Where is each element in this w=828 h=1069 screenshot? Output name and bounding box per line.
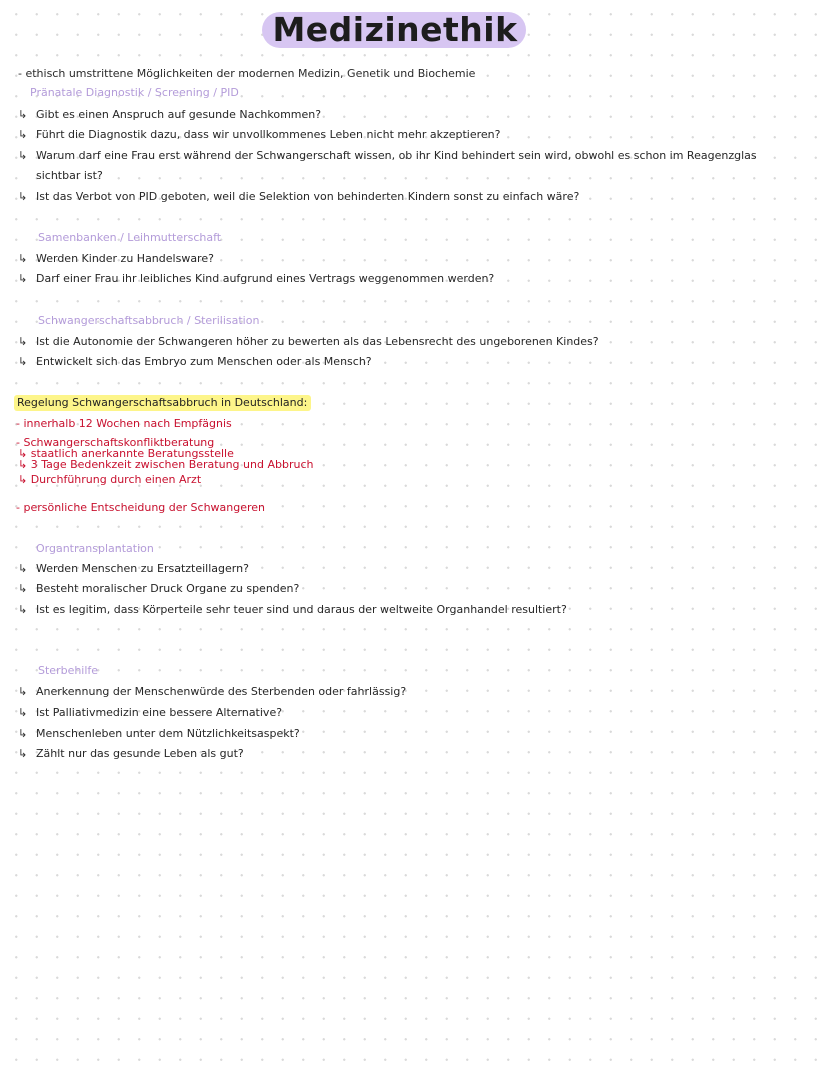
arrow-icon: ↳ <box>18 190 28 203</box>
list-item-text: Warum darf eine Frau erst während der Schwangerschaft wissen, ob ihr Kind behindert sein wird, obwohl es schon im Reagenzglas <box>36 149 757 162</box>
arrow-icon: ↳ <box>18 108 28 121</box>
list-item-text: Führt die Diagnostik dazu, dass wir unvollkommenes Leben nicht mehr akzeptieren? <box>36 128 501 141</box>
arrow-icon: ↳ <box>18 582 28 595</box>
list-item <box>18 727 300 741</box>
list-item <box>18 685 406 699</box>
section-heading-sterbehilfe: Sterbehilfe <box>38 664 99 677</box>
title-block <box>262 8 528 48</box>
list-item-text: Ist es legitim, dass Körperteile sehr teuer sind und daraus der weltweite Organhandel resultiert? <box>36 603 567 616</box>
arrow-icon: ↳ <box>18 706 28 719</box>
section-heading-praenatal: Pränatale Diagnostik / Screening / PID <box>30 86 239 99</box>
regelung-highlight: Regelung Schwangerschaftsabbruch in Deutschland: <box>14 395 311 411</box>
arrow-icon: ↳ <box>18 335 28 348</box>
page-title: Medizinethik <box>272 10 518 49</box>
regelung-sub-3: ↳ Durchführung durch einen Arzt <box>18 473 202 486</box>
arrow-icon: ↳ <box>18 727 28 740</box>
arrow-icon: ↳ <box>18 685 28 698</box>
arrow-icon: ↳ <box>18 272 28 285</box>
list-item <box>18 128 501 142</box>
list-item <box>18 149 757 163</box>
list-item-text: Ist die Autonomie der Schwangeren höher zu bewerten als das Lebensrecht des ungeborenen Kindes? <box>36 335 599 348</box>
regelung-sub-2: ↳ 3 Tage Bedenkzeit zwischen Beratung und Abbruch <box>18 458 314 471</box>
list-item <box>18 706 282 720</box>
section-heading-samenbanken: Samenbanken / Leihmutterschaft <box>38 231 222 244</box>
list-item-text: Gibt es einen Anspruch auf gesunde Nachkommen? <box>36 108 322 121</box>
list-item-text: Werden Menschen zu Ersatzteillagern? <box>36 562 249 575</box>
arrow-icon: ↳ <box>18 562 28 575</box>
list-item-text: Entwickelt sich das Embryo zum Menschen oder als Mensch? <box>36 355 372 368</box>
arrow-icon: ↳ <box>18 128 28 141</box>
list-item <box>18 582 299 596</box>
list-item <box>18 190 579 204</box>
list-item <box>18 252 214 266</box>
list-item <box>18 108 321 122</box>
list-item <box>18 355 372 369</box>
list-item-text: Anerkennung der Menschenwürde des Sterbenden oder fahrlässig? <box>36 685 407 698</box>
list-item-text: Besteht moralischer Druck Organe zu spenden? <box>36 582 300 595</box>
list-item <box>18 603 567 617</box>
list-item-text: Darf einer Frau ihr leibliches Kind aufgrund eines Vertrags weggenommen werden? <box>36 272 495 285</box>
list-item <box>18 562 249 576</box>
list-item-text: Zählt nur das gesunde Leben als gut? <box>36 747 244 760</box>
regelung-line-3: - persönliche Entscheidung der Schwangeren <box>16 501 266 514</box>
list-item-text: Ist Palliativmedizin eine bessere Alternative? <box>36 706 283 719</box>
section-heading-abbruch: Schwangerschaftsabbruch / Sterilisation <box>38 314 260 327</box>
arrow-icon: ↳ <box>18 355 28 368</box>
list-item-continuation: sichtbar ist? <box>36 169 103 182</box>
list-item <box>18 747 244 761</box>
list-item-text: Menschenleben unter dem Nützlichkeitsaspekt? <box>36 727 300 740</box>
regelung-line-1: - innerhalb 12 Wochen nach Empfägnis <box>16 417 232 430</box>
regelung-line-2: - Schwangerschaftskonfliktberatung <box>16 436 215 449</box>
intro-text: - ethisch umstrittene Möglichkeiten der modernen Medizin, Genetik und Biochemie <box>18 67 476 80</box>
arrow-icon: ↳ <box>18 149 28 162</box>
list-item <box>18 335 599 349</box>
list-item-text: Werden Kinder zu Handelsware? <box>36 252 214 265</box>
list-item <box>18 272 494 286</box>
list-item-text: Ist das Verbot von PID geboten, weil die Selektion von behinderten Kindern sonst zu einfach wäre? <box>36 190 580 203</box>
section-heading-organ: Organtransplantation <box>36 542 154 555</box>
arrow-icon: ↳ <box>18 747 28 760</box>
arrow-icon: ↳ <box>18 252 28 265</box>
arrow-icon: ↳ <box>18 603 28 616</box>
regelung-sub-1: ↳ staatlich anerkannte Beratungsstelle <box>18 447 234 460</box>
regelung-heading <box>14 396 311 410</box>
